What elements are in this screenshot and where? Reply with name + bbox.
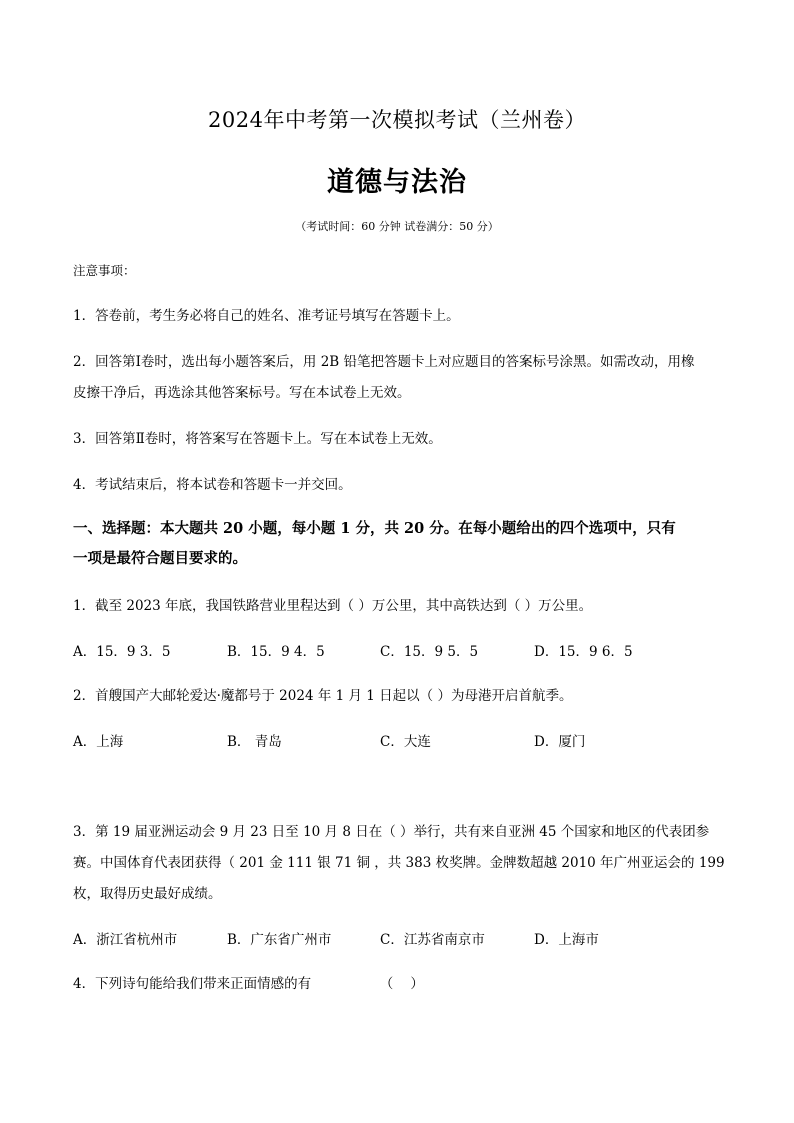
option-d: D．厦门 <box>534 734 586 750</box>
option-b: B．广东省广州市 <box>227 932 332 948</box>
note-item-4: 4．考试结束后，将本试卷和答题卡一并交回。 <box>73 477 352 493</box>
option-c: C．15．9 5．5 <box>380 644 479 660</box>
exam-title: 2024年中考第一次模拟考试（兰州卷） <box>208 108 586 132</box>
option-d: D．上海市 <box>534 932 599 948</box>
option-a: A．15．9 3．5 <box>73 644 171 660</box>
option-a: A．上海 <box>73 734 124 750</box>
section-heading: 一、选择题：本大题共 20 小题，每小题 1 分，共 20 分。在每小题给出的四个选项中，只有 <box>73 520 676 537</box>
subject-title: 道德与法治 <box>327 167 467 198</box>
option-b: B．15．9 4．5 <box>227 644 325 660</box>
question-1-stem: 1．截至 2023 年底，我国铁路营业里程达到（ ）万公里，其中高铁达到（ ）万公里。 <box>73 598 593 614</box>
option-b: B． 青岛 <box>227 734 282 750</box>
option-c: C．大连 <box>380 734 431 750</box>
notes-heading: 注意事项： <box>73 263 136 278</box>
question-4-stem: 4．下列诗句能给我们带来正面情感的有 （ ） <box>73 976 424 992</box>
note-item-2-cont: 皮擦干净后，再选涂其他答案标号。写在本试卷上无效。 <box>73 385 411 401</box>
question-3-stem-line-3: 枚，取得历史最好成绩。 <box>73 886 222 902</box>
question-3-stem-line-2: 赛。中国体育代表团获得（ 201 金 111 银 71 铜 ，共 383 枚奖牌。金牌数超越 2010 年广州亚运会的 199 <box>73 855 725 871</box>
note-item-1: 1．答卷前，考生务必将自己的姓名、准考证号填写在答题卡上。 <box>73 308 460 324</box>
question-2-stem: 2．首艘国产大邮轮爱达·魔都号于 2024 年 1 月 1 日起以（ ）为母港开启首航季。 <box>73 688 573 704</box>
note-item-3: 3．回答第Ⅱ卷时，将答案写在答题卡上。写在本试卷上无效。 <box>73 431 442 447</box>
exam-info: （考试时间：60 分钟 试卷满分：50 分） <box>295 220 499 233</box>
question-3-stem-line-1: 3．第 19 届亚洲运动会 9 月 23 日至 10 月 8 日在（ ）举行，共有来自亚洲 45 个国家和地区的代表团参 <box>73 824 710 840</box>
option-d: D．15．9 6．5 <box>534 644 633 660</box>
option-a: A．浙江省杭州市 <box>73 932 178 948</box>
option-c: C．江苏省南京市 <box>380 932 485 948</box>
section-heading-cont: 一项是最符合题目要求的。 <box>73 550 247 567</box>
note-item-2: 2．回答第Ⅰ卷时，选出每小题答案后，用 2B 铅笔把答题卡上对应题目的答案标号涂黑。如需改动，用橡 <box>73 354 695 370</box>
